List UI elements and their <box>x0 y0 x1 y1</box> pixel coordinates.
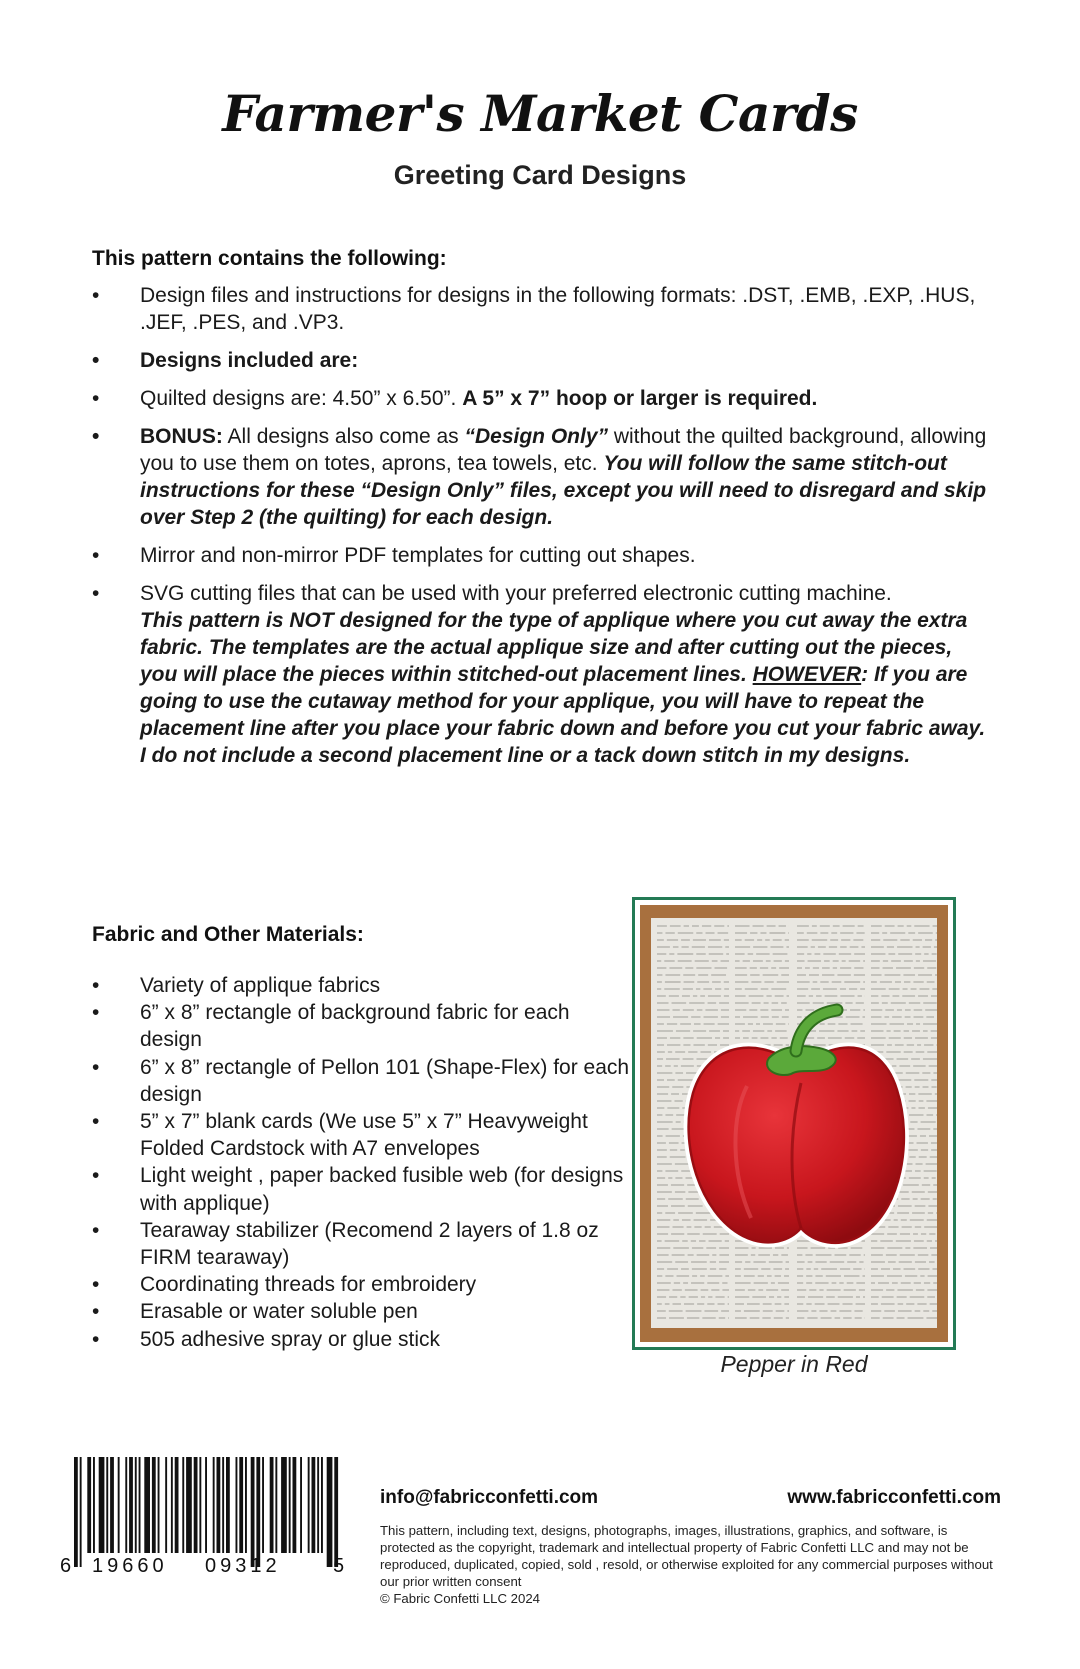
item-emphasis: A 5” x 7” hoop or larger is required. <box>462 387 818 410</box>
item-emphasis: “Design Only” <box>464 425 608 448</box>
list-item <box>92 423 992 531</box>
bullet: • <box>92 1164 100 1188</box>
barcode-bar <box>239 1457 243 1553</box>
materials-heading: Fabric and Other Materials: <box>92 923 364 946</box>
bullet: • <box>92 1001 100 1025</box>
barcode-bar <box>74 1457 78 1567</box>
barcode-bar <box>205 1457 207 1553</box>
list-item <box>92 347 992 374</box>
barcode-bar <box>281 1457 287 1553</box>
barcode-bar <box>118 1457 120 1553</box>
barcode-bar <box>245 1457 247 1553</box>
barcode-bar <box>275 1457 277 1553</box>
barcode-bar <box>171 1457 173 1553</box>
barcode-bar <box>289 1457 291 1553</box>
bullet: • <box>92 284 100 307</box>
list-item <box>92 1271 632 1298</box>
item-text: Light weight , paper backed fusible web (for designs with applique) <box>140 1164 624 1215</box>
bullet: • <box>92 425 100 448</box>
barcode-bar <box>106 1457 108 1553</box>
item-text: 6” x 8” rectangle of background fabric for each design <box>140 1001 570 1052</box>
item-text: 6” x 8” rectangle of Pellon 101 (Shape-Flex) for each design <box>140 1055 630 1106</box>
bullet: • <box>92 349 100 372</box>
item-emphasis: This pattern is NOT designed for the type of applique where you cut away the extra fabric. The templates are the actual applique size and after cutting out the pieces, you will place the pieces within stitched-out placement lines. <box>140 609 968 686</box>
bullet: • <box>92 1273 100 1297</box>
barcode-bar <box>321 1457 323 1553</box>
list-item <box>92 972 632 999</box>
item-emphasis: : If you are going to use the cutaway method for your applique, you will have to repeat the placement line after you place your fabric down and before you cut your fabric away. I do not include a second placement line or a tack down stitch in my designs. <box>140 663 986 767</box>
list-item <box>92 1054 632 1108</box>
bullet: • <box>92 387 100 410</box>
barcode-bar <box>222 1457 224 1553</box>
barcode-bar <box>194 1457 198 1553</box>
list-item <box>92 580 992 769</box>
barcode-bar <box>129 1457 133 1553</box>
bonus-label: BONUS: <box>140 425 223 448</box>
item-text: 505 adhesive spray or glue stick <box>140 1327 440 1351</box>
item-text: Quilted designs are: 4.50” x 6.50”. <box>140 387 457 410</box>
barcode-bar <box>99 1457 105 1553</box>
barcode-bar <box>262 1457 264 1553</box>
barcode-bar <box>256 1457 260 1567</box>
barcode-digit-check: 5 <box>333 1555 345 1577</box>
barcode-bar <box>293 1457 297 1553</box>
barcode-bar <box>199 1457 201 1553</box>
item-text: 5” x 7” blank cards (We use 5” x 7” Heavyweight Folded Cardstock with A7 envelopes <box>140 1110 588 1161</box>
bullet: • <box>92 1327 100 1351</box>
pepper-photo <box>632 897 956 1350</box>
barcode-bar <box>165 1457 167 1553</box>
item-text: Design files and instructions for designs in the following formats: .DST, .EMB, .EXP, .HUS, .JEF, .PES, and .VP3. <box>140 284 976 334</box>
barcode-bar <box>213 1457 215 1553</box>
barcode-bar <box>300 1457 302 1553</box>
barcode-bar <box>327 1457 333 1567</box>
barcode-bar <box>270 1457 274 1553</box>
barcode-bar <box>93 1457 95 1553</box>
photo-caption: Pepper in Red <box>720 1351 868 1377</box>
barcode-bar <box>135 1457 137 1553</box>
bullet: • <box>92 974 100 997</box>
barcode-bar <box>334 1457 338 1567</box>
bullet: • <box>92 1218 100 1242</box>
barcode-bar <box>186 1457 192 1553</box>
barcode-bar <box>182 1457 184 1553</box>
item-text: Variety of applique fabrics <box>140 974 381 997</box>
bullet: • <box>92 1300 100 1324</box>
legal-notice: This pattern, including text, designs, photographs, images, illustrations, graphics, and software, is protected as the copyright, trademark and intellectual property of Fabric Confetti LLC and may not be reproduced, duplicated, copied, sold , resold, or otherwise exploited for any commercial purposes without our prior written consent <box>380 1523 993 1589</box>
barcode-bar <box>80 1457 82 1567</box>
barcode-digits-left: 19660 <box>92 1555 168 1577</box>
barcode-bar <box>226 1457 230 1553</box>
page-subtitle: Greeting Card Designs <box>393 160 687 190</box>
barcode-bar <box>152 1457 156 1553</box>
item-text: Tearaway stabilizer (Recomend 2 layers of 1.8 oz FIRM tearaway) <box>140 1218 599 1270</box>
pepper-applique-image <box>651 918 937 1328</box>
list-item <box>92 1298 632 1325</box>
barcode-bar <box>251 1457 255 1567</box>
however-label: HOWEVER <box>752 663 862 686</box>
item-text: without the quilted background, allowing you to use them on totes, aprons, tea towels, etc. <box>140 425 987 475</box>
item-emphasis: You will follow the same stitch-out instructions for these “Design Only” files, except you will need to disregard and skip over Step 2 (the quilting) for each design. <box>140 452 987 529</box>
bullet: • <box>92 1110 100 1134</box>
barcode-bar <box>175 1457 179 1553</box>
list-item <box>92 282 992 336</box>
barcode-bar <box>125 1457 127 1553</box>
list-item <box>92 999 632 1053</box>
barcode-bar <box>317 1457 319 1553</box>
barcode-bar <box>139 1457 141 1553</box>
list-item <box>92 1217 632 1271</box>
kraft-card <box>640 905 948 1342</box>
bullet: • <box>92 544 100 567</box>
list-item <box>92 385 992 412</box>
barcode-bar <box>312 1457 316 1553</box>
bullet: • <box>92 582 100 605</box>
list-item <box>92 1108 632 1162</box>
barcode-digits-right: 09312 <box>205 1555 281 1577</box>
page-title: Farmer's Market Cards <box>222 84 858 143</box>
item-text: Coordinating threads for embroidery <box>140 1273 477 1297</box>
barcode-bar <box>236 1457 238 1553</box>
materials-list <box>92 972 632 1353</box>
barcode-bar <box>87 1457 91 1553</box>
contact-email[interactable]: info@fabricconfetti.com <box>380 1487 599 1508</box>
item-text: Erasable or water soluble pen <box>140 1300 418 1324</box>
contents-heading: This pattern contains the following: <box>92 247 447 270</box>
item-text: Mirror and non-mirror PDF templates for cutting out shapes. <box>140 544 696 567</box>
item-text: Designs included are: <box>140 349 359 372</box>
barcode-bar <box>144 1457 150 1553</box>
newsprint-background <box>651 918 937 1329</box>
contact-website[interactable]: www.fabricconfetti.com <box>787 1487 1001 1508</box>
contents-list <box>92 282 992 780</box>
list-item <box>92 1162 632 1216</box>
item-text: All designs also come as <box>222 425 465 448</box>
barcode-bar <box>110 1457 114 1553</box>
copyright: © Fabric Confetti LLC 2024 <box>380 1591 540 1606</box>
list-item <box>92 542 992 569</box>
item-text: SVG cutting files that can be used with your preferred electronic cutting machine. <box>140 582 892 605</box>
barcode-bar <box>158 1457 160 1553</box>
bullet: • <box>92 1055 100 1079</box>
barcode-bar <box>217 1457 221 1553</box>
barcode-bar <box>308 1457 310 1553</box>
list-item <box>92 1326 632 1353</box>
barcode-digit-lead: 6 <box>60 1555 72 1577</box>
